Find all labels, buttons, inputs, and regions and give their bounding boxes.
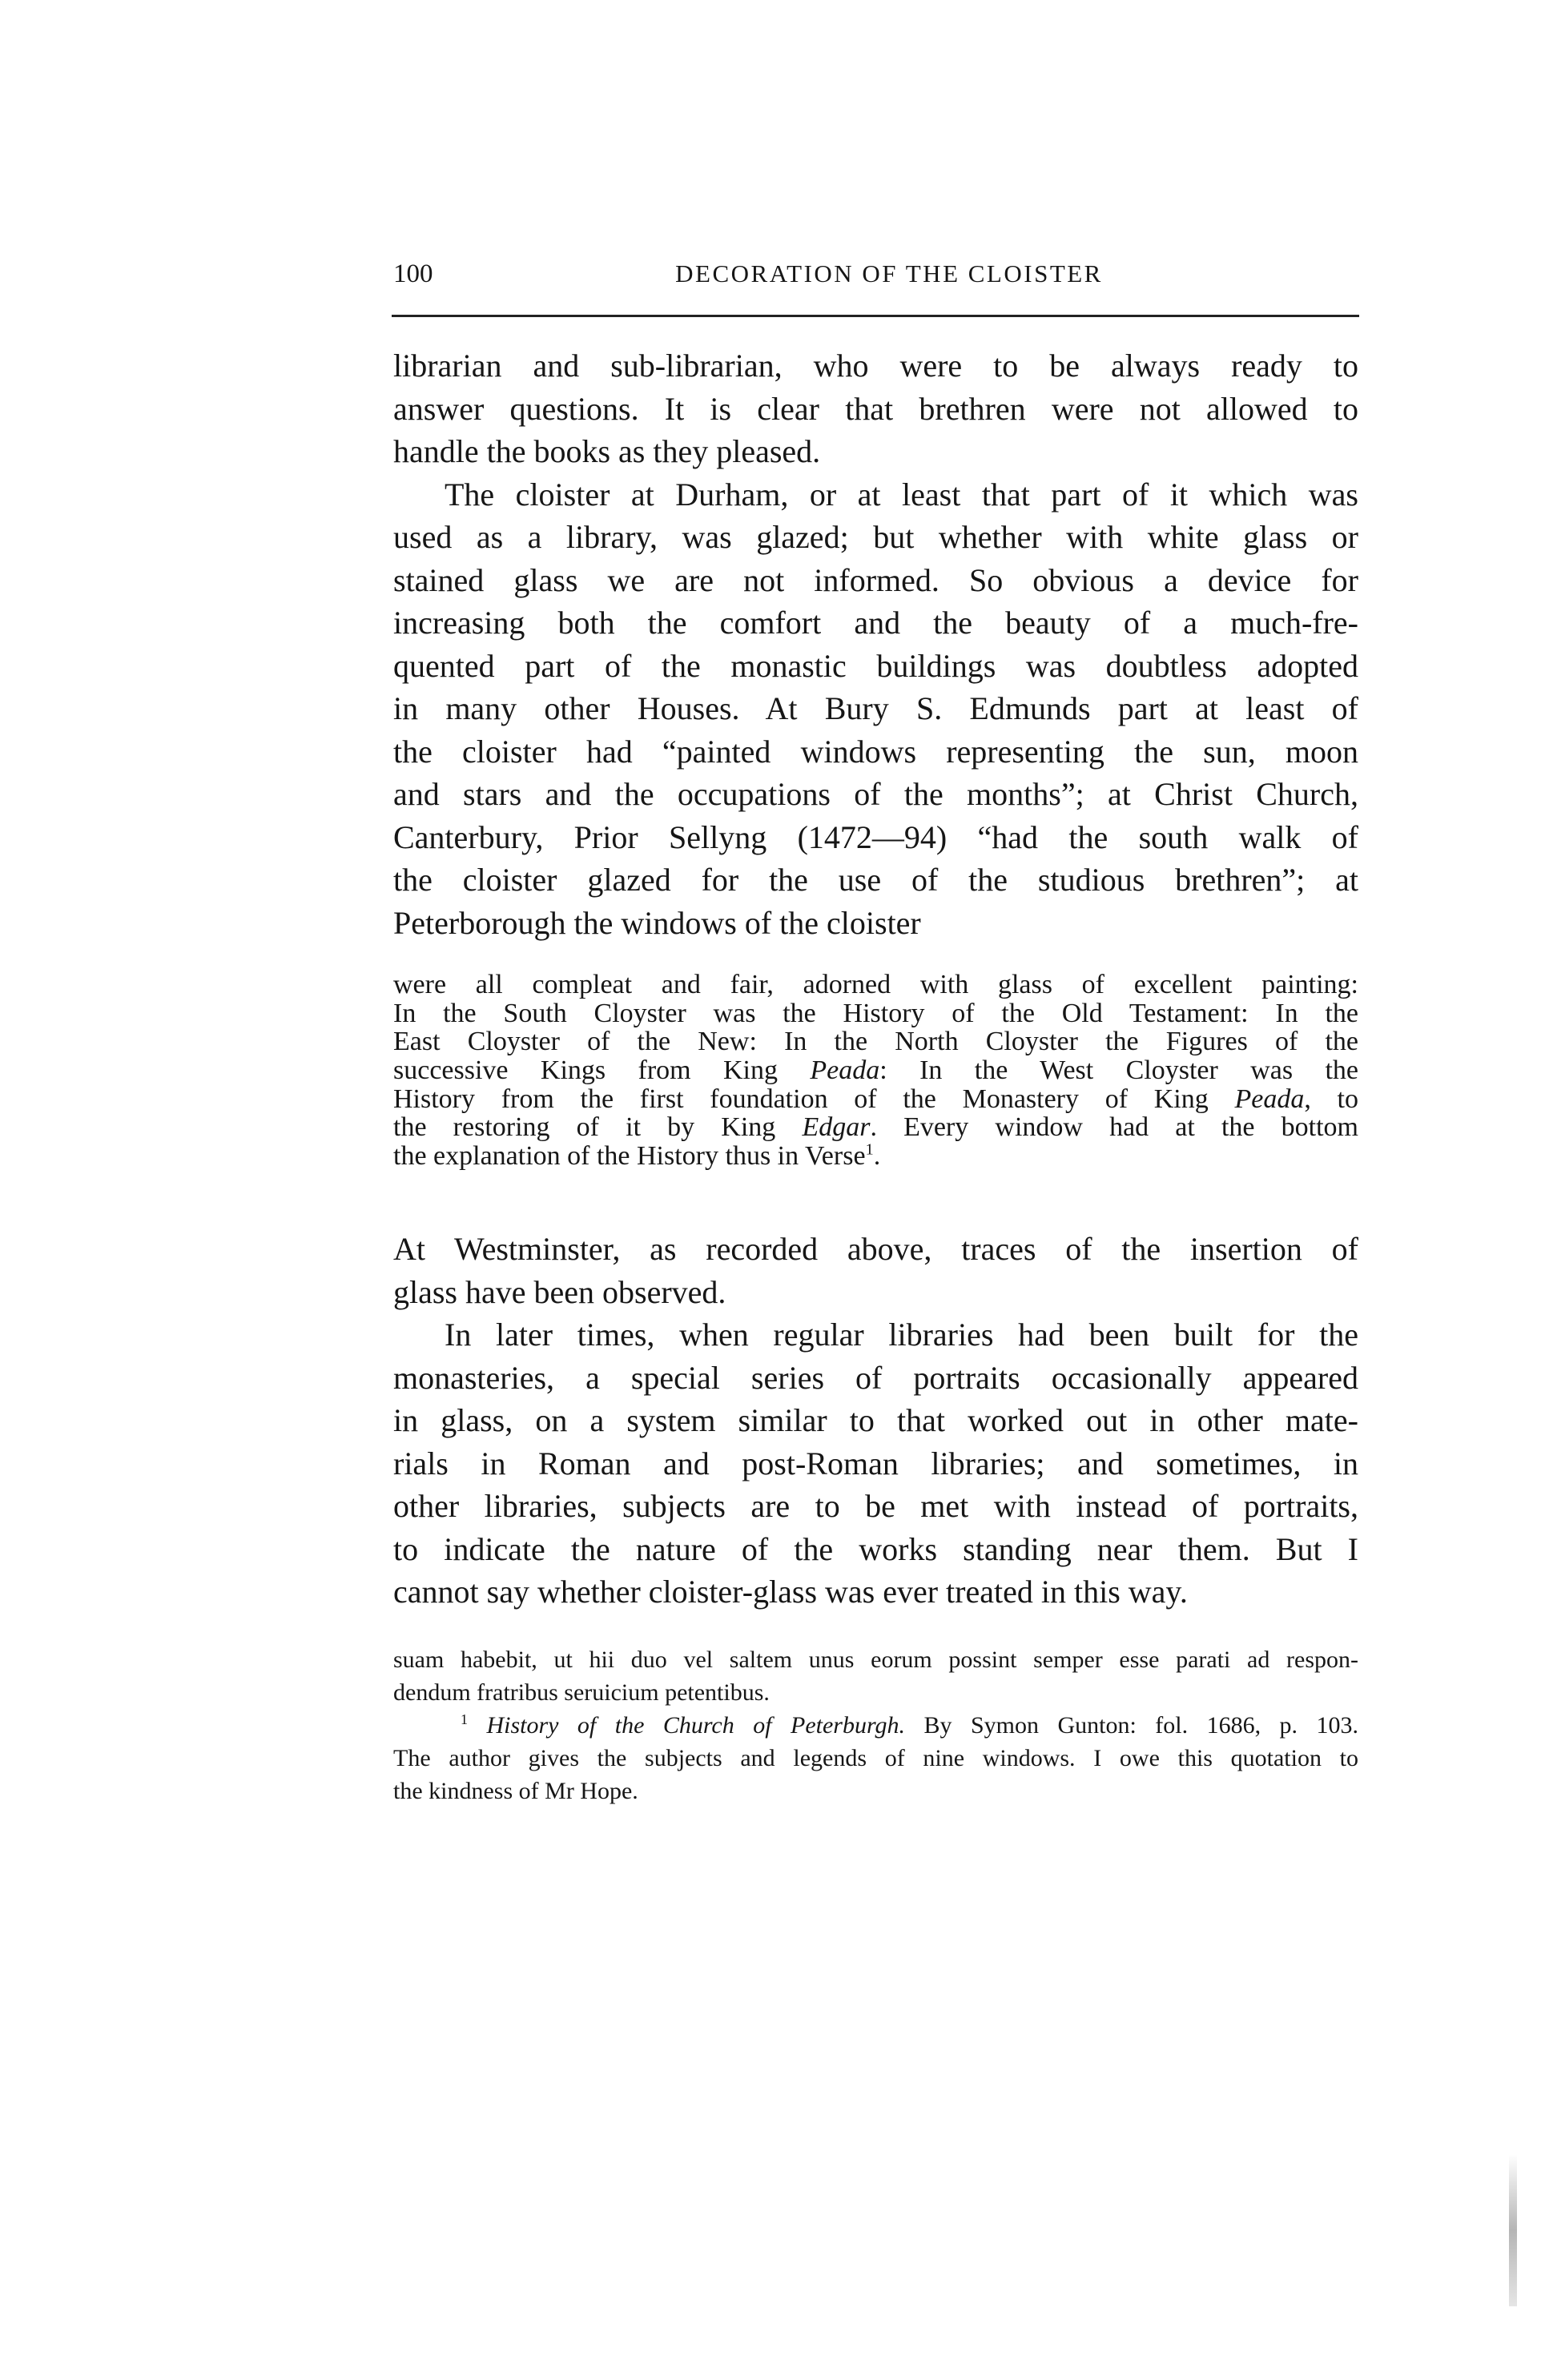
text: By Symon Gunton: fol. 1686, p. 103.: [905, 1712, 1359, 1739]
text-line: glass have been observed.: [393, 1273, 726, 1310]
footnote-1-line: the kindness of Mr Hope.: [393, 1778, 638, 1804]
text-line: librarian and sub-librarian, who were to be always ready to: [393, 348, 1358, 384]
footnote-book-title: History of the Church of Peterburgh.: [486, 1712, 906, 1739]
text-line: increasing both the comfort and the beauty of a much-fre-: [393, 605, 1358, 641]
body-text-top: [393, 344, 1358, 944]
text-line: In later times, when regular libraries had been built for the: [445, 1317, 1358, 1353]
text: the restoring of it by King: [393, 1112, 803, 1143]
text: successive Kings from King: [393, 1055, 811, 1086]
text-line: used as a library, was glazed; but whether with white glass or: [393, 519, 1358, 555]
footnote-line: suam habebit, ut hii duo vel saltem unus eorum possint semper esse parati ad respon-: [393, 1646, 1358, 1673]
text-line: rials in Roman and post-Roman libraries; and sometimes, in: [393, 1445, 1358, 1481]
footnote-1-line: [393, 1709, 1358, 1742]
header-rule: [392, 315, 1359, 317]
italic-name: Peada: [810, 1055, 880, 1086]
text: the explanation of the History thus in Verse: [393, 1141, 866, 1172]
running-header-title: DECORATION OF THE CLOISTER: [675, 259, 1103, 287]
text-line: in many other Houses. At Bury S. Edmunds part at least of: [393, 690, 1358, 726]
footnote-reference[interactable]: 1: [865, 1140, 874, 1159]
text: : In the West Cloyster was the: [879, 1055, 1358, 1086]
text-line: monasteries, a special series of portraits occasionally appeared: [393, 1359, 1358, 1396]
footnote-1-line: The author gives the subjects and legends of nine windows. I owe this quotation to: [393, 1745, 1358, 1771]
text-line: Canterbury, Prior Sellyng (1472—94) “had the south walk of: [393, 818, 1358, 855]
text-line: and stars and the occupations of the months”; at Christ Church,: [393, 776, 1358, 812]
text-line: At Westminster, as recorded above, traces of the insertion of: [393, 1231, 1358, 1267]
text-line: other libraries, subjects are to be met with instead of portraits,: [393, 1488, 1358, 1524]
footnote-marker: 1: [461, 1711, 468, 1727]
text-line: the cloister glazed for the use of the studious brethren”; at: [393, 862, 1358, 898]
footnote-line: dendum fratribus seruicium petentibus.: [393, 1679, 770, 1706]
footnotes: [393, 1643, 1358, 1807]
italic-name: Edgar: [802, 1112, 871, 1143]
text-line: the cloister had “painted windows representing the sun, moon: [393, 733, 1358, 770]
text-line: answer questions. It is clear that brethren were not allowed to: [393, 390, 1358, 427]
text: . Every window had at the bottom: [870, 1112, 1358, 1143]
text-line: to indicate the nature of the works standing near them. But I: [393, 1530, 1358, 1567]
quote-line: [393, 1113, 1358, 1142]
italic-name: Peada: [1234, 1083, 1305, 1114]
quote-line: In the South Cloyster was the History of the Old Testament: In the: [393, 998, 1358, 1028]
scan-edge-mark: [1509, 2154, 1517, 2306]
quote-line: were all compleat and fair, adorned with glass of excellent painting:: [393, 970, 1358, 999]
block-quotation: [393, 971, 1358, 1171]
page-number: 100: [393, 259, 433, 288]
text-line: quented part of the monastic buildings was doubtless adopted: [393, 647, 1358, 684]
text: , to: [1304, 1083, 1359, 1114]
body-text-bottom: [393, 1228, 1358, 1614]
text-line: in glass, on a system similar to that worked out in other mate-: [393, 1402, 1358, 1438]
text-line: cannot say whether cloister-glass was ever treated in this way.: [393, 1574, 1188, 1610]
text-line: The cloister at Durham, or at least that part of it which was: [445, 476, 1358, 513]
text-line: Peterborough the windows of the cloister: [393, 904, 921, 941]
quote-line: [393, 1056, 1358, 1085]
text-line: handle the books as they pleased.: [393, 433, 821, 469]
quote-line: [393, 1142, 1358, 1171]
text-line: stained glass we are not informed. So obvious a device for: [393, 561, 1358, 598]
quote-line: East Cloyster of the New: In the North Cloyster the Figures of the: [393, 1027, 1358, 1057]
quote-line: [393, 1085, 1358, 1114]
text: .: [873, 1141, 881, 1172]
text: History from the first foundation of the Monastery of King: [393, 1083, 1235, 1114]
